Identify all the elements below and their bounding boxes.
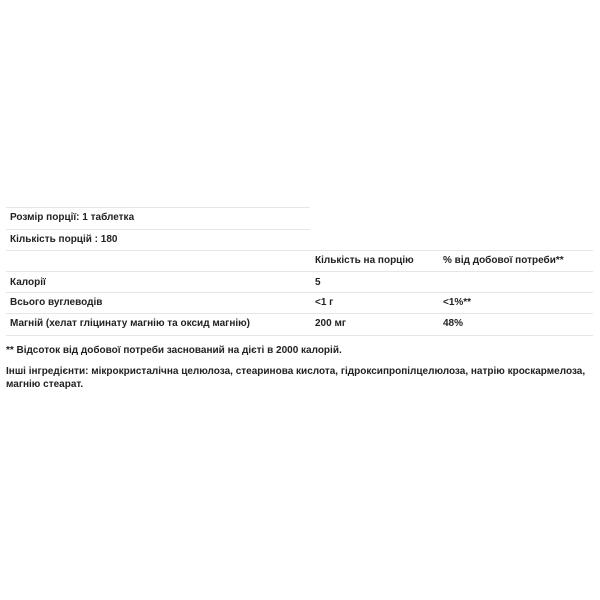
divider <box>6 335 593 336</box>
divider <box>6 229 310 230</box>
row-dv: <1%** <box>443 297 472 308</box>
divider <box>6 292 593 293</box>
divider <box>6 271 593 272</box>
row-name: Магній (хелат гліцинату магнію та оксид магнію) <box>10 318 251 329</box>
footnote: ** Відсоток від добової потреби заснований на дієті в 2000 калорій. <box>6 345 342 356</box>
serving-size: Розмір порції: 1 таблетка <box>10 212 135 223</box>
header-dv: % від добової потреби** <box>443 255 564 266</box>
row-name: Калорії <box>10 277 46 288</box>
row-dv: 48% <box>443 318 464 329</box>
ingredients: Інші інгредієнти: мікрокристалічна целюлоза, стеаринова кислота, гідроксипропілцелюлоза, натрію кроскармелоза, магнію стеарат. <box>6 366 586 390</box>
row-amount: <1 г <box>315 297 334 308</box>
servings-count: Кількість порцій : 180 <box>10 234 118 245</box>
divider <box>6 250 593 251</box>
row-amount: 5 <box>315 277 321 288</box>
divider <box>6 207 310 208</box>
row-amount: 200 мг <box>315 318 347 329</box>
divider <box>6 313 593 314</box>
row-name: Всього вуглеводів <box>10 297 103 308</box>
header-amount: Кількість на порцію <box>315 255 414 266</box>
